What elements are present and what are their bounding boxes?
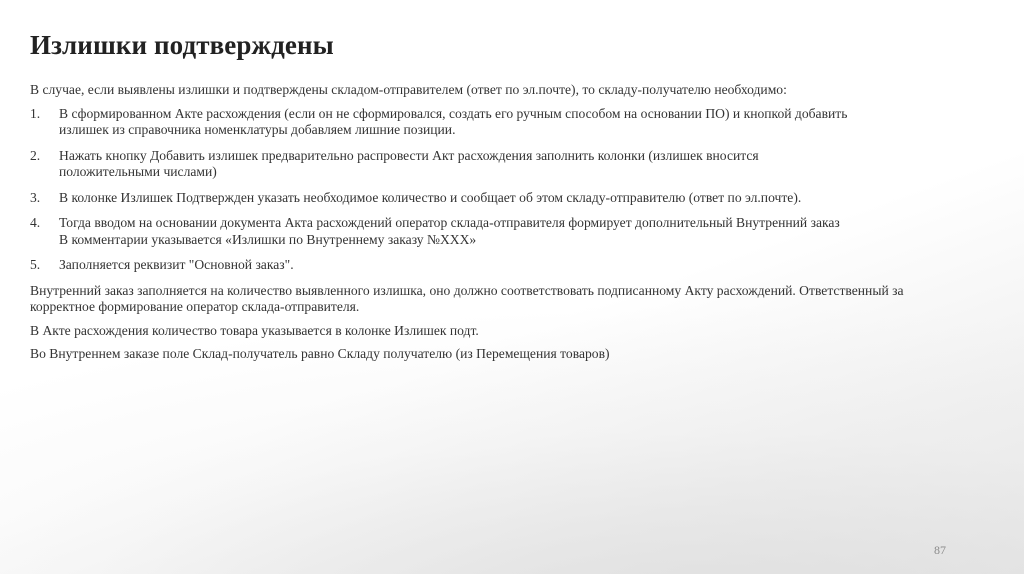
slide-content (30, 82, 950, 370)
intro-paragraph: В случае, если выявлены излишки и подтверждены складом-отправителем (ответ по эл.почте), то складу-получателю необходимо: (30, 82, 787, 97)
list-item-text: В сформированном Акте расхождения (если он не сформировался, создать его ручным способом на основании ПО) и кнопкой добавить (59, 105, 848, 121)
list-item-number: 2. (30, 147, 41, 163)
steps-list (30, 106, 950, 274)
list-item (30, 257, 950, 274)
note-paragraph: В Акте расхождения количество товара указывается в колонке Излишек подт. (30, 322, 479, 338)
list-item-number: 1. (30, 105, 41, 121)
note-paragraph: Внутренний заказ заполняется на количество выявленного излишка, оно должно соответствовать подписанному Акту расхождений. Ответственный за корректное формирование оператор склада-отправителя. (30, 282, 904, 314)
list-item (30, 190, 950, 207)
list-item-text: Заполняется реквизит "Основной заказ". (59, 257, 294, 272)
note-paragraph: Во Внутреннем заказе поле Склад-получатель равно Складу получателю (из Перемещения товаров) (30, 346, 610, 361)
list-item-text: излишек из справочника номенклатуры добавляем лишние позиции. (59, 122, 456, 137)
slide-title: Излишки подтверждены (30, 30, 334, 60)
list-item-text: Нажать кнопку Добавить излишек предварительно распровести Акт расхождения заполнить колонки (излишек вносится (59, 147, 759, 163)
list-item-text: В комментарии указывается «Излишки по Внутреннему заказу №ХХХ» (59, 231, 477, 247)
list-item-text: положительными числами) (59, 164, 217, 179)
list-item-number: 5. (30, 257, 41, 272)
list-item (30, 148, 950, 181)
list-item-text: В колонке Излишек Подтвержден указать необходимое количество и сообщает об этом складу-отправителю (ответ по эл.почте). (59, 189, 802, 205)
list-item-number: 3. (30, 189, 41, 205)
list-item-text: Тогда вводом на основании документа Акта расхождений оператор склада-отправителя формирует дополнительный Внутренний заказ (59, 215, 840, 230)
list-item (30, 215, 950, 248)
list-item (30, 106, 950, 139)
list-item-number: 4. (30, 215, 41, 230)
page-number: 87 (934, 543, 946, 557)
